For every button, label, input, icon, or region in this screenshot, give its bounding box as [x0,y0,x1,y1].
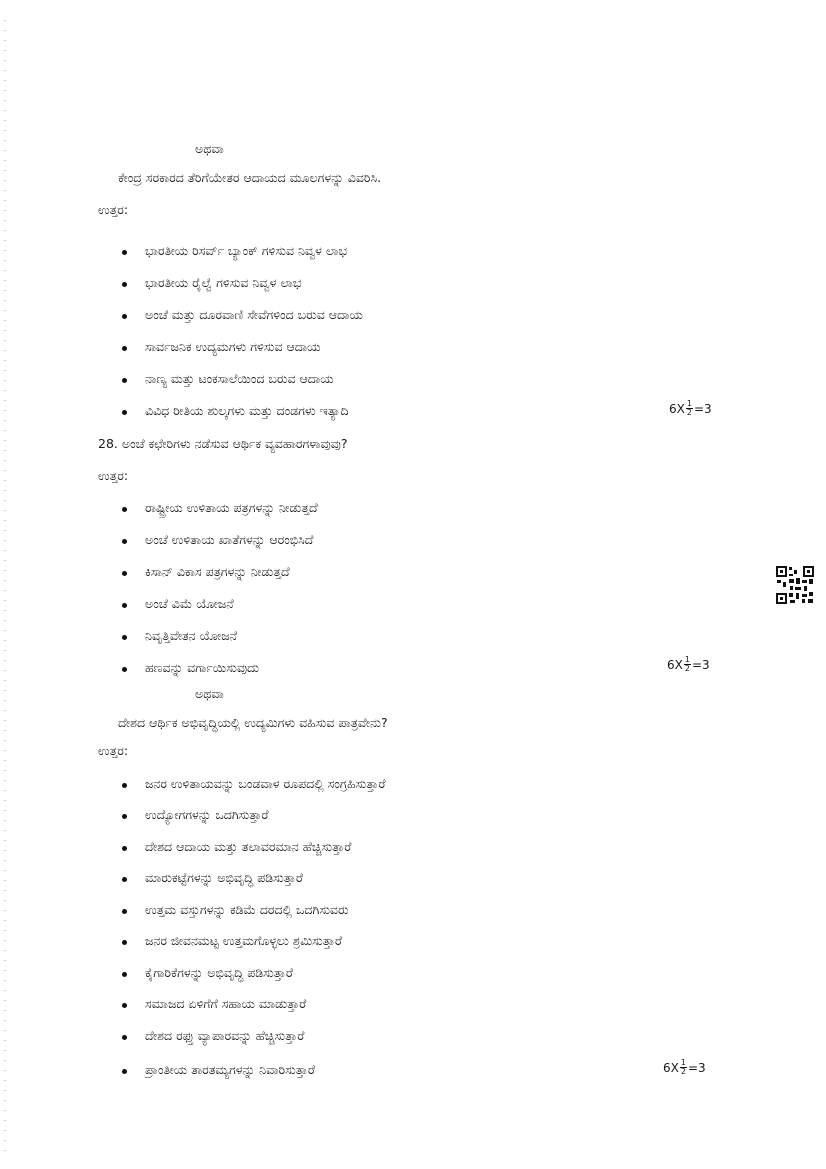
bullet-icon [122,378,127,383]
list-item: ಹಣವನ್ನು ವರ್ಗಾಯಿಸುವುದು [145,660,260,675]
bullet-icon [122,1003,127,1008]
bullet-icon [122,410,127,415]
marks-suffix: =3 [687,1060,706,1075]
question-28: 28. ಅಂಚೆ ಕಛೇರಿಗಳು ನಡೆಸುವ ಆರ್ಥಿಕ ವ್ಯವಹಾರಗಳಾವುವು? [98,436,348,451]
bullet-icon [122,940,127,945]
list-item: ಕೈಗಾರಿಕೆಗಳನ್ನು ಅಭಿವೃದ್ಧಿ ಪಡಿಸುತ್ತಾರೆ [145,965,293,980]
marks-suffix: =3 [693,401,712,416]
bullet-icon [122,282,127,287]
list-item: ನಿವೃತ್ತಿವೇತನ ಯೋಜನೆ [145,628,238,643]
marks-allocation-1 [669,400,712,417]
answer-label-3: ಉತ್ತರ: [98,743,129,758]
list-item: ಸಾರ್ವಜನಿಕ ಉದ್ಯಮಗಳು ಗಳಿಸುವ ಆದಾಯ [145,339,321,354]
list-item: ನಾಣ್ಯ ಮತ್ತು ಟಂಕಸಾಲೆಯಿಂದ ಬರುವ ಆದಾಯ [145,371,334,386]
athava-heading-1: ಅಥವಾ [195,141,224,156]
list-item: ಭಾರತೀಯ ರೈಲ್ವೆ ಗಳಿಸುವ ನಿವ್ವಳ ಲಾಭ [145,275,302,290]
bullet-icon [122,603,127,608]
fraction [686,400,693,417]
list-item: ಸಮಾಜದ ಏಳಿಗೆಗೆ ಸಹಾಯ ಮಾಡುತ್ತಾರೆ [145,996,307,1011]
bullet-icon [122,814,127,819]
scan-edge-marks [4,0,6,1169]
question-27-alternative: ಕೇಂದ್ರ ಸರಕಾರದ ತೆರಿಗೆಯೇತರ ಆದಾಯದ ಮೂಲಗಳನ್ನು ವಿವರಿಸಿ. [118,170,382,185]
list-item: ಜನರ ಉಳಿತಾಯವನ್ನು ಬಂಡವಾಳ ರೂಪದಲ್ಲಿ ಸಂಗ್ರಹಿಸುತ್ತಾರೆ [145,776,386,791]
list-item: ಕಿಸಾನ್ ವಿಕಾಸ ಪತ್ರಗಳನ್ನು ನೀಡುತ್ತದೆ [145,564,290,579]
marks-allocation-2 [667,656,710,673]
bullet-icon [122,346,127,351]
list-item: ಜನರ ಜೀವನಮಟ್ಟ ಉತ್ತಮಗೊಳ್ಳಲು ಶ್ರಮಿಸುತ್ತಾರೆ [145,933,342,948]
bullet-icon [122,250,127,255]
bullet-icon [122,539,127,544]
question-28-alternative: ದೇಶದ ಆರ್ಥಿಕ ಅಭಿವೃದ್ಧಿಯಲ್ಲಿ ಉದ್ಯಮಿಗಳು ವಹಿಸುವ ಪಾತ್ರವೇನು? [118,715,388,730]
athava-heading-2: ಅಥವಾ [195,686,224,701]
fraction-denominator: 2 [684,664,690,673]
list-item: ಪ್ರಾಂತೀಯ ತಾರತಮ್ಯಗಳನ್ನು ನಿವಾರಿಸುತ್ತಾರೆ [145,1062,315,1077]
list-item: ಅಂಚೆ ವಿಮೆ ಯೋಜನೆ [145,596,234,611]
marks-prefix: 6X [663,1060,679,1075]
fraction [684,656,691,673]
bullet-icon [122,846,127,851]
list-item: ಉದ್ಯೋಗಗಳನ್ನು ಒದಗಿಸುತ್ತಾರೆ [145,807,269,822]
list-item: ಅಂಚೆ ಉಳಿತಾಯ ಖಾತೆಗಳನ್ನು ಆರಂಭಿಸಿದೆ [145,532,314,547]
list-item: ಮಾರುಕಟ್ಟೆಗಳನ್ನು ಅಭಿವೃದ್ಧಿ ಪಡಿಸುತ್ತಾರೆ [145,870,303,885]
fraction-denominator: 2 [680,1067,686,1076]
marks-prefix: 6X [669,401,685,416]
fraction-numerator: 1 [684,655,690,664]
qr-code-icon [775,565,815,605]
fraction-numerator: 1 [686,399,692,408]
bullet-icon [122,877,127,882]
bullet-icon [122,635,127,640]
bullet-icon [122,1069,127,1074]
bullet-icon [122,507,127,512]
list-item: ಭಾರತೀಯ ರಿಸರ್ವ್ ಬ್ಯಾಂಕ್ ಗಳಿಸುವ ನಿವ್ವಳ ಲಾಭ [145,243,347,258]
bullet-icon [122,1035,127,1040]
fraction-numerator: 1 [680,1058,686,1067]
list-item: ರಾಷ್ಟ್ರೀಯ ಉಳಿತಾಯ ಪತ್ರಗಳನ್ನು ನೀಡುತ್ತದೆ [145,500,318,515]
bullet-icon [122,314,127,319]
bullet-icon [122,667,127,672]
marks-suffix: =3 [691,657,710,672]
bullet-icon [122,909,127,914]
list-item: ಅಂಚೆ ಮತ್ತು ದೂರವಾಣಿ ಸೇವೆಗಳಿಂದ ಬರುವ ಆದಾಯ [145,307,363,322]
bullet-icon [122,972,127,977]
answer-label-2: ಉತ್ತರ: [98,468,129,483]
marks-prefix: 6X [667,657,683,672]
fraction [680,1059,687,1076]
bullet-icon [122,783,127,788]
answer-label-1: ಉತ್ತರ: [98,202,129,217]
list-item: ವಿವಿಧ ರೀತಿಯ ಶುಲ್ಕಗಳು ಮತ್ತು ದಂಡಗಳು ಇತ್ಯಾದಿ [145,403,349,418]
marks-allocation-3 [663,1059,706,1076]
bullet-icon [122,571,127,576]
list-item: ಉತ್ತಮ ವಸ್ತುಗಳನ್ನು ಕಡಿಮೆ ದರದಲ್ಲಿ ಒದಗಿಸುವರು [145,902,349,917]
fraction-denominator: 2 [686,408,692,417]
list-item: ದೇಶದ ರಫ್ತು ವ್ಯಾಪಾರವನ್ನು ಹೆಚ್ಚಿಸುತ್ತಾರೆ [145,1028,305,1043]
list-item: ದೇಶದ ಆದಾಯ ಮತ್ತು ತಲಾವರಮಾನ ಹೆಚ್ಚಿಸುತ್ತಾರೆ [145,839,352,854]
